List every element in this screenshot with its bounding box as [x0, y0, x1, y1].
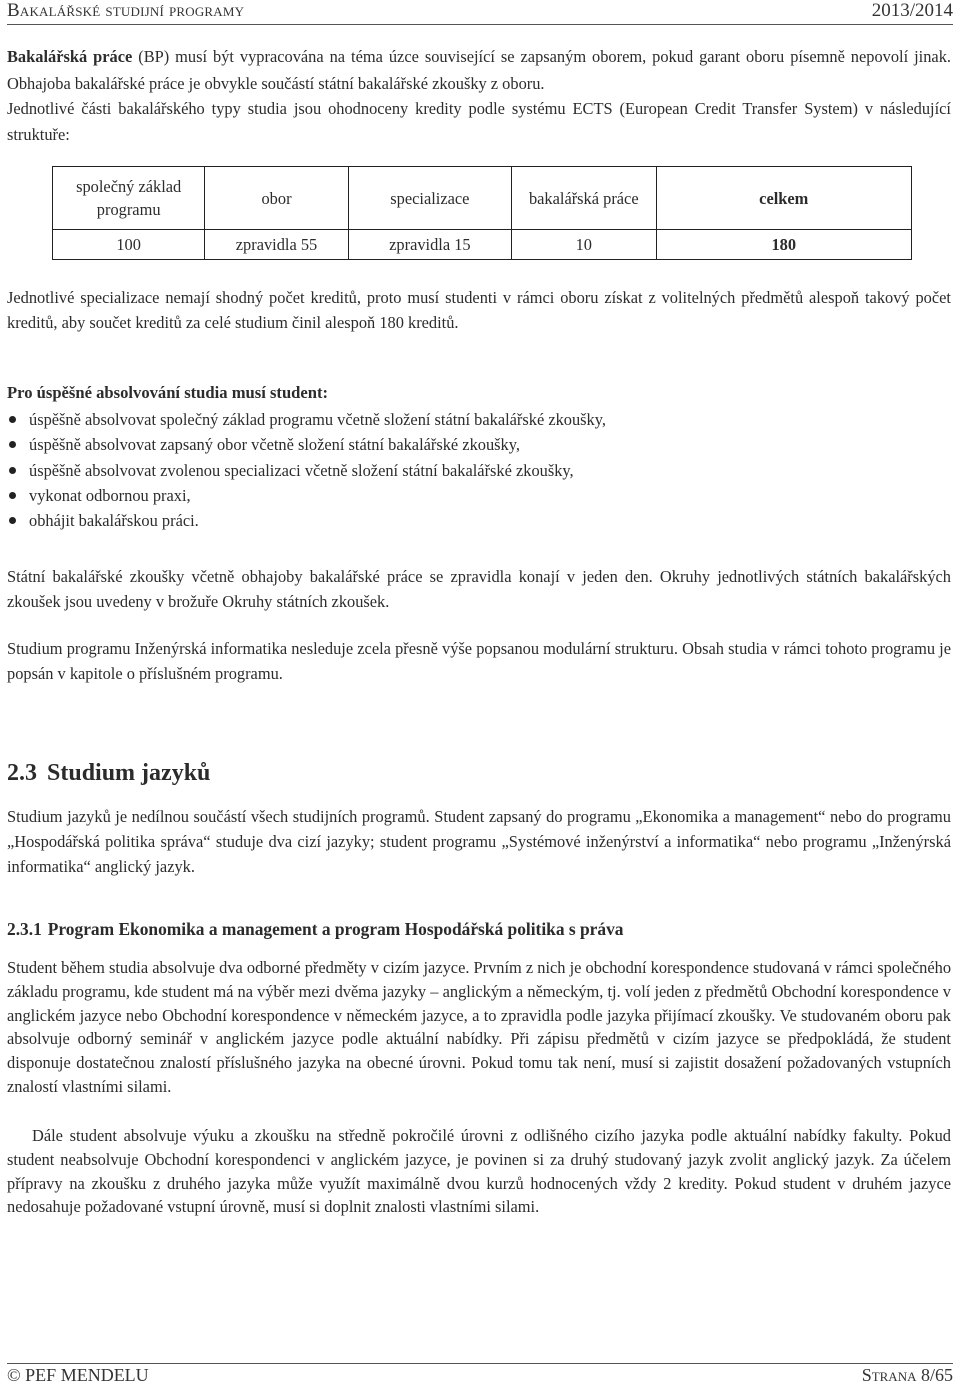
engineering-informatics-paragraph: Studium programu Inženýrská informatika nesleduje zcela přesně výše popsanou modulární strukturu. Obsah studia v rámci tohoto programu je popsán v kapitole o příslušném programu. [7, 639, 951, 683]
footer-page-label: Strana [861, 1365, 917, 1385]
credits-header-cell: obor [205, 167, 348, 230]
state-exam-paragraph: Státní bakalářské zkoušky včetně obhajoby bakalářské práce se zpravidla konají v jeden den. Okruhy jednotlivých státních bakalářských zkoušek jsou uvedeny v brožuře Okruhy státních zkoušek. [7, 567, 951, 611]
subsection-title: Program Ekonomika a management a program Hospodářská politika s práva [47, 919, 624, 939]
footer-page-number: 8/65 [920, 1365, 953, 1385]
footer-copyright: © PEF MENDELU [7, 1365, 149, 1385]
credits-table-value-row [53, 230, 912, 260]
credits-table [52, 166, 912, 260]
credits-header-cell: bakalářská práce [512, 167, 656, 230]
intro-paragraph [7, 44, 951, 97]
list-item: úspěšně absolvovat zvolenou specializaci včetně složení státní bakalářské zkoušky, [7, 458, 606, 483]
credits-table-header-row [53, 167, 912, 230]
credits-header-cell-total: celkem [656, 167, 912, 230]
conditions-list [7, 407, 606, 533]
credits-value-cell-total: 180 [656, 230, 912, 260]
intro-bold-term: Bakalářská práce [7, 47, 133, 66]
list-item: vykonat odbornou praxi, [7, 483, 606, 508]
page-header [7, 0, 953, 25]
section-number: 2.3 [7, 760, 37, 786]
section-heading-2-3-1 [7, 919, 623, 940]
specializations-paragraph: Jednotlivé specializace nemají shodný počet kreditů, proto musí studenti v rámci oboru získat z volitelných předmětů alespoň takový počet kreditů, aby součet kreditů za celé studium činil alespoň 180 kreditů. [7, 288, 951, 332]
page-footer [7, 1363, 953, 1388]
credits-value-cell: zpravidla 15 [348, 230, 511, 260]
list-item: úspěšně absolvovat společný základ programu včetně složení státní bakalářské zkoušky, [7, 407, 606, 432]
intro-text: (BP) musí být vypracována na téma úzce související se zapsaným oborem, pokud garant oboru písemně nepovolí jinak. Obhajoba bakalářské práce je obvykle součástí státní bakalářské zkoušky z oboru. [7, 47, 951, 93]
credits-header-cell: specializace [348, 167, 511, 230]
subsection-number: 2.3.1 [7, 919, 42, 939]
footer-page [862, 1365, 953, 1386]
program-paragraph-2: Dále student absolvuje výuku a zkoušku na středně pokročilé úrovni z odlišného cizího jazyka podle aktuální nabídky fakulty. Pokud student neabsolvuje Obchodní korespondenci v anglickém jazyce, je povinen si za druhý studovaný jazyk zvolit anglický jazyk. Za účelem přípravy na zkoušku z druhého jazyka může využít maximálně dvou kurzů hodnocených vždy 2 kredity. Pokud student v druhém jazyce nedosahuje požadované vstupní úrovně, musí si doplnit znalosti vlastními silami. [7, 1126, 951, 1217]
credits-header-cell: společný základ programu [53, 167, 205, 230]
list-item: úspěšně absolvovat zapsaný obor včetně složení státní bakalářské zkoušky, [7, 432, 606, 457]
credits-value-cell: zpravidla 55 [205, 230, 348, 260]
program-paragraph-1: Student během studia absolvuje dva odborné předměty v cizím jazyce. Prvním z nich je obchodní korespondence studovaná v rámci společného základu programu, kde student má na výběr mezi dvěma jazyky – anglickým a německým, tj. volí jeden z předmětů Obchodní korespondence v anglickém jazyce nebo Obchodní korespondence v německém jazyce, a to zpravidla podle jazyka přijímací zkoušky. Ve studovaném oboru pak absolvuje odborný seminář v anglickém jazyce podle aktuální nabídky. Při zápisu předmětů v cizím jazyce se předpokládá, že student disponuje dostatečnou znalostí příslušného jazyka na obecné úrovni. Pokud tomu tak není, musí si zajistit dosažení požadovaných vstupních znalostí vlastními silami. [7, 958, 952, 1096]
section-heading-2-3 [7, 760, 210, 787]
header-title: Bakalářské studijní programy [7, 0, 245, 21]
ects-paragraph: Jednotlivé části bakalářského typy studia jsou ohodnoceny kredity podle systému ECTS (European Credit Transfer System) v následující struktuře: [7, 99, 951, 144]
conditions-title: Pro úspěšné absolvování studia musí student: [7, 383, 329, 402]
credits-value-cell: 100 [53, 230, 205, 260]
credits-value-cell: 10 [512, 230, 656, 260]
languages-paragraph: Studium jazyků je nedílnou součástí všech studijních programů. Student zapsaný do programu „Ekonomika a management“ nebo do programu „Hospodářská politika správa“ studuje dva cizí jazyky; student programu „Systémové inženýrství a informatika“ nebo programu „Inženýrská informatika“ anglický jazyk. [7, 807, 951, 876]
header-year: 2013/2014 [871, 0, 953, 21]
list-item: obhájit bakalářskou práci. [7, 508, 606, 533]
section-title: Studium jazyků [47, 760, 211, 786]
